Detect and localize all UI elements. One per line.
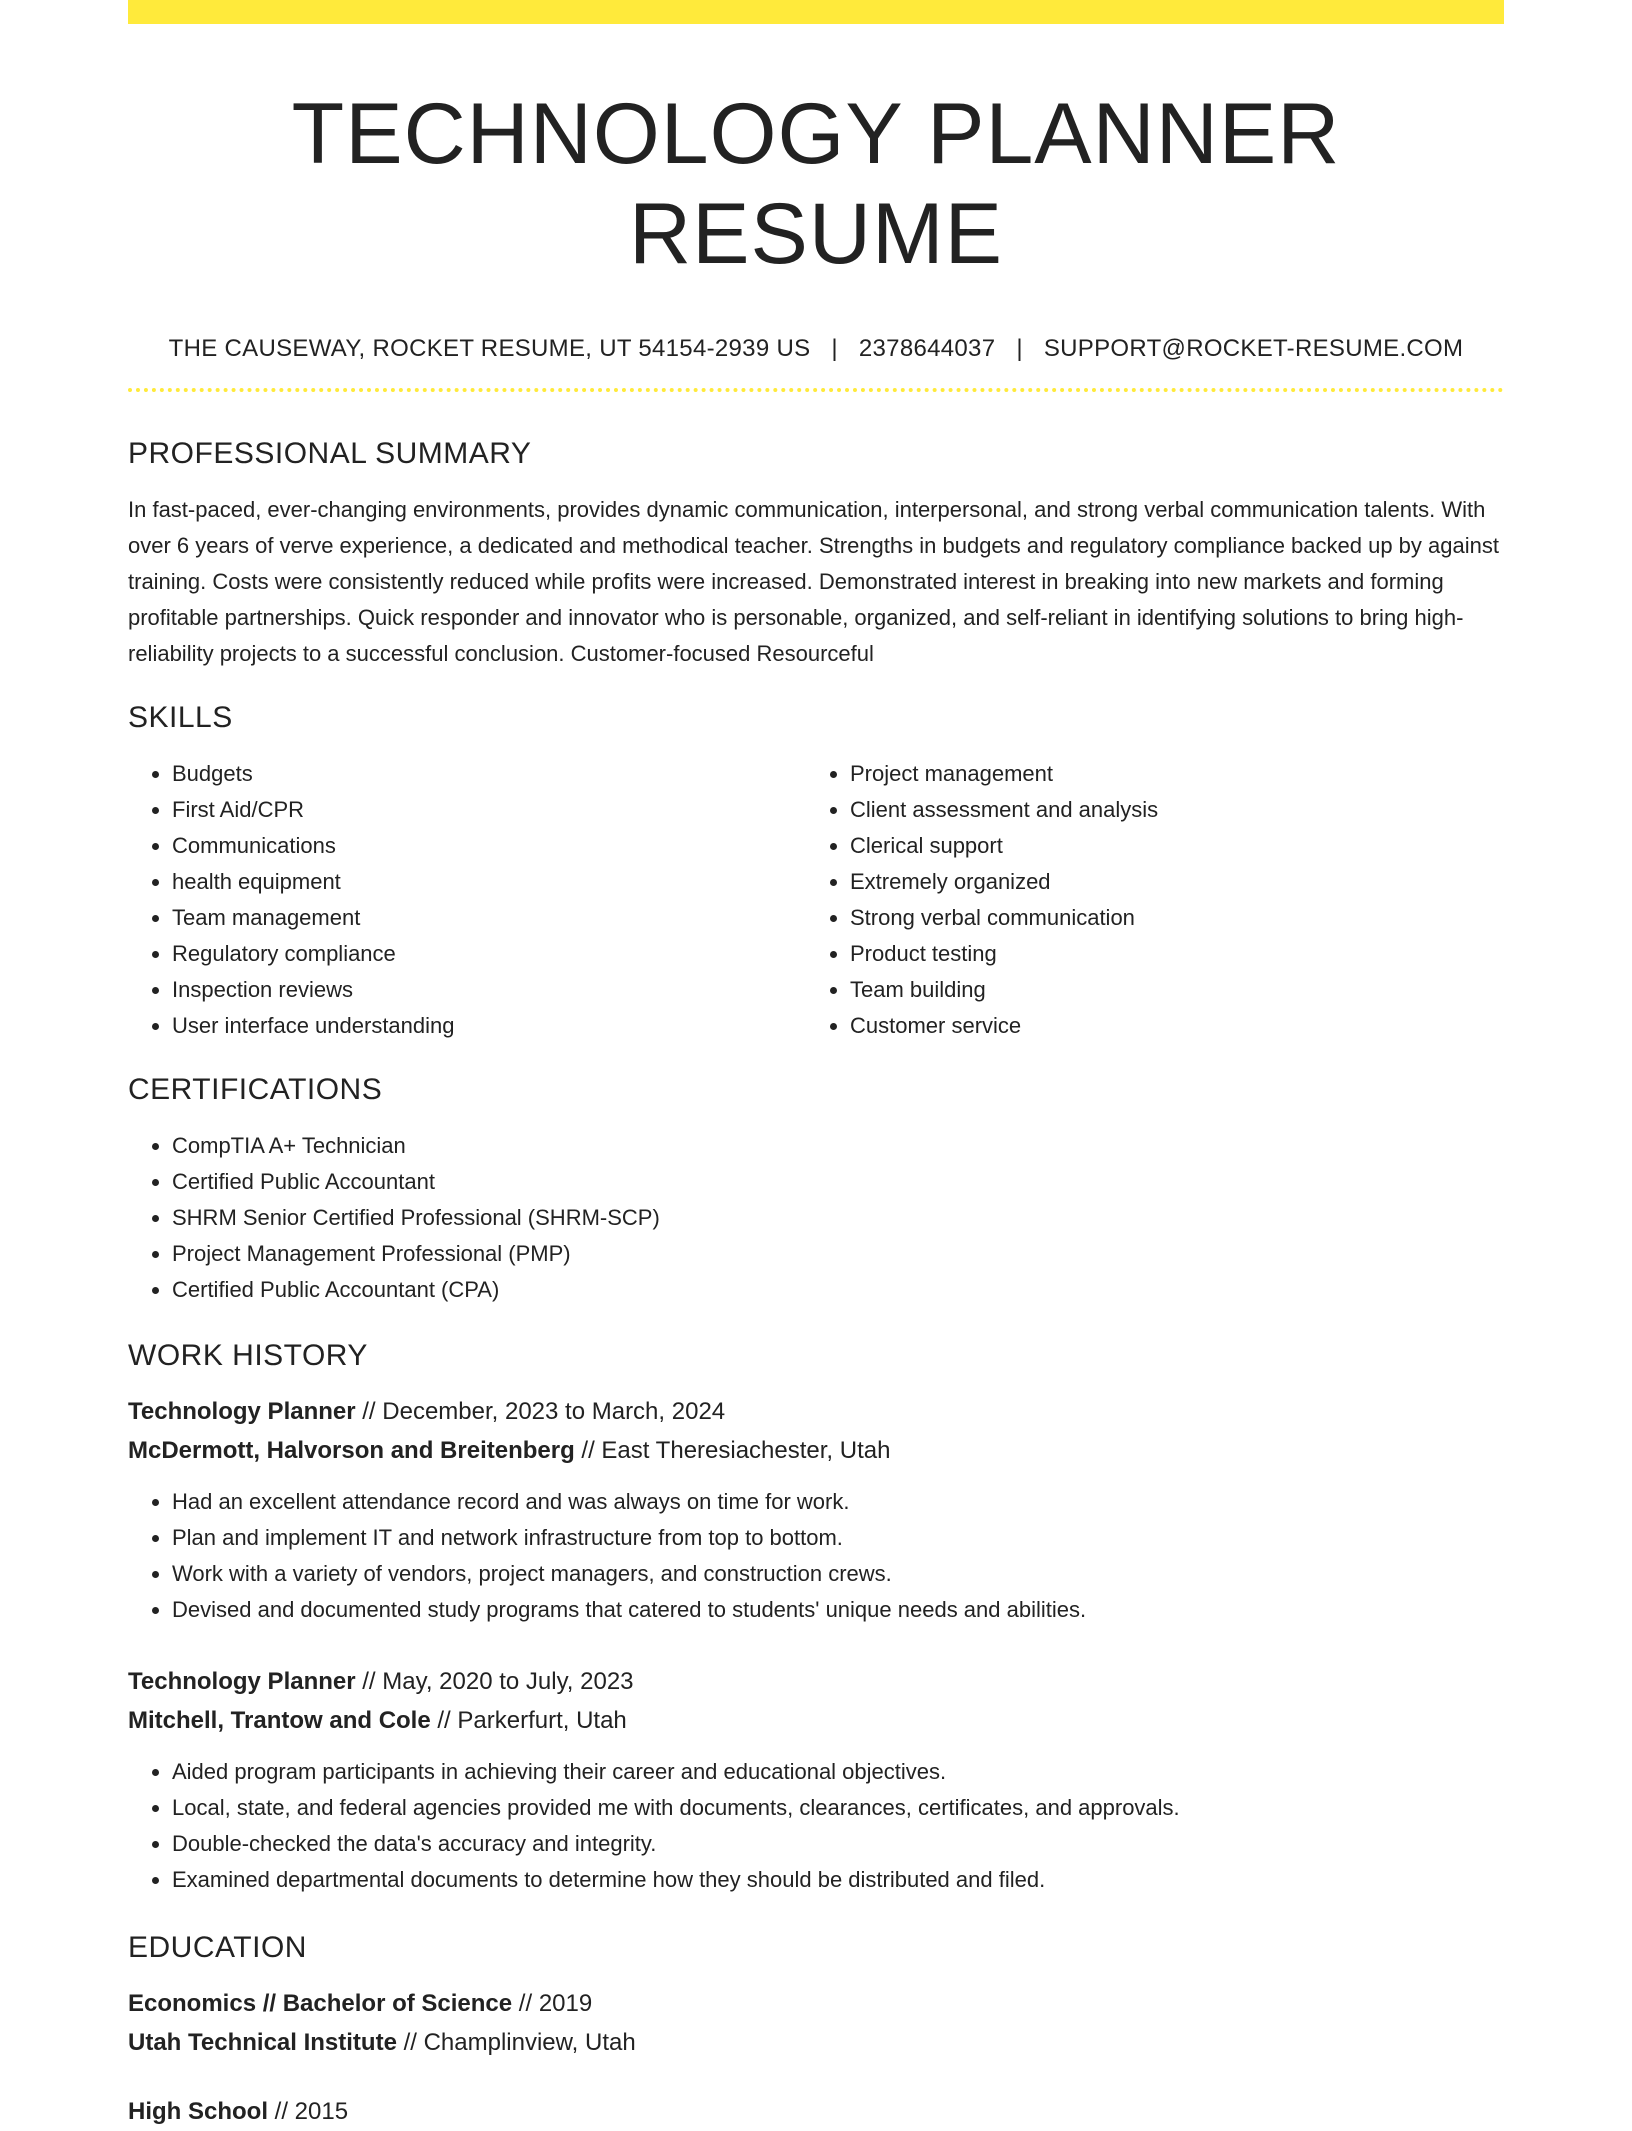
certifications-list xyxy=(128,1128,1504,1308)
education-school: Utah Technical Institute xyxy=(128,2029,397,2056)
job-title-line xyxy=(128,1662,1504,1701)
skills-column-left xyxy=(128,756,806,1044)
job-bullet: • Aided program participants in achieving their career and educational objectives. xyxy=(172,1754,1504,1790)
job-bullet: • Devised and documented study programs that catered to students' unique needs and abilities. xyxy=(172,1592,1504,1628)
job-bullet: • Double-checked the data's accuracy and integrity. xyxy=(172,1826,1504,1862)
contact-address: THE CAUSEWAY, ROCKET RESUME, UT 54154-2939 US xyxy=(168,335,811,362)
education-heading: EDUCATION xyxy=(128,1931,307,1964)
resume-page xyxy=(128,0,1504,2131)
skill-item: • Project management xyxy=(850,756,1484,792)
job-title: Technology Planner xyxy=(128,1668,356,1695)
skills-column-right xyxy=(806,756,1484,1044)
skill-item: • Clerical support xyxy=(850,828,1484,864)
certification-item: • Project Management Professional (PMP) xyxy=(172,1236,1504,1272)
education-degree-line xyxy=(128,1984,1504,2023)
job-bullet: • Examined departmental documents to determine how they should be distributed and filed. xyxy=(172,1862,1504,1898)
contact-separator: | xyxy=(1016,335,1023,362)
work-history-section xyxy=(128,1338,1504,1898)
header-divider xyxy=(128,388,1504,392)
contact-separator: | xyxy=(831,335,838,362)
skill-item: • Customer service xyxy=(850,1008,1484,1044)
skill-item: • Client assessment and analysis xyxy=(850,792,1484,828)
certification-item: • SHRM Senior Certified Professional (SHRM-SCP) xyxy=(172,1200,1504,1236)
education-year: // 2019 xyxy=(512,1990,593,2017)
education-section xyxy=(128,1930,1504,2131)
summary-text: In fast-paced, ever-changing environments, provides dynamic communication, interpersonal, and strong verbal communication talents. With over 6 years of verve experience, a dedicated and methodical teacher. Strengths in budgets and regulatory compliance backed up by against training. Costs were consistently reduced while profits were increased. Demonstrated interest in breaking into new markets and forming profitable partnerships. Quick responder and innovator who is personable, organized, and self-reliant in identifying solutions to bring high-reliability projects to a successful conclusion. Customer-focused Resourceful xyxy=(128,497,1499,666)
skill-item: • Product testing xyxy=(850,936,1484,972)
job-dates: // May, 2020 to July, 2023 xyxy=(355,1668,634,1695)
summary-heading: PROFESSIONAL SUMMARY xyxy=(128,437,532,470)
certification-item: • Certified Public Accountant (CPA) xyxy=(172,1272,1504,1308)
skill-item: • Team building xyxy=(850,972,1484,1008)
education-location: // Champlinview, Utah xyxy=(396,2029,636,2056)
job-entry xyxy=(128,1662,1504,1898)
skill-item: • Inspection reviews xyxy=(172,972,806,1008)
job-bullets xyxy=(128,1754,1504,1898)
skill-item: • Communications xyxy=(172,828,806,864)
job-bullet: • Work with a variety of vendors, project managers, and construction crews. xyxy=(172,1556,1504,1592)
skill-item: • First Aid/CPR xyxy=(172,792,806,828)
skill-item: • Regulatory compliance xyxy=(172,936,806,972)
skills-heading: SKILLS xyxy=(128,701,233,734)
skill-item: • Extremely organized xyxy=(850,864,1484,900)
summary-section xyxy=(128,436,1504,672)
job-bullet: • Plan and implement IT and network infrastructure from top to bottom. xyxy=(172,1520,1504,1556)
job-location: // Parkerfurt, Utah xyxy=(430,1707,627,1734)
work-history-heading: WORK HISTORY xyxy=(128,1339,368,1372)
top-accent-bar xyxy=(128,0,1504,24)
job-company-line xyxy=(128,1431,1504,1470)
job-title-line xyxy=(128,1392,1504,1431)
certification-item: • Certified Public Accountant xyxy=(172,1164,1504,1200)
education-degree: High School xyxy=(128,2098,268,2125)
job-entry xyxy=(128,1392,1504,1628)
job-location: // East Theresiachester, Utah xyxy=(574,1437,891,1464)
job-title: Technology Planner xyxy=(128,1398,356,1425)
skills-list-left xyxy=(128,756,806,1044)
job-bullet: • Local, state, and federal agencies provided me with documents, clearances, certificates, and approvals. xyxy=(172,1790,1504,1826)
contact-email[interactable]: SUPPORT@ROCKET-RESUME.COM xyxy=(1043,335,1464,362)
education-degree: Economics // Bachelor of Science xyxy=(128,1990,513,2017)
resume-title: TECHNOLOGY PLANNER RESUME xyxy=(291,86,1341,282)
job-dates: // December, 2023 to March, 2024 xyxy=(355,1398,726,1425)
contact-phone: 2378644037 xyxy=(858,335,996,362)
certifications-heading: CERTIFICATIONS xyxy=(128,1073,383,1106)
education-year: // 2015 xyxy=(268,2098,349,2125)
education-entry xyxy=(128,1984,1504,2062)
skill-item: • Budgets xyxy=(172,756,806,792)
education-school-line xyxy=(128,2023,1504,2062)
job-company-line xyxy=(128,1701,1504,1740)
job-bullet: • Had an excellent attendance record and was always on time for work. xyxy=(172,1484,1504,1520)
skill-item: • Team management xyxy=(172,900,806,936)
job-bullets xyxy=(128,1484,1504,1628)
job-company: Mitchell, Trantow and Cole xyxy=(128,1707,431,1734)
skills-section xyxy=(128,700,1504,1044)
skill-item: • User interface understanding xyxy=(172,1008,806,1044)
contact-line xyxy=(128,334,1504,364)
skill-item: • health equipment xyxy=(172,864,806,900)
job-company: McDermott, Halvorson and Breitenberg xyxy=(128,1437,575,1464)
skill-item: • Strong verbal communication xyxy=(850,900,1484,936)
skills-list-right xyxy=(806,756,1484,1044)
skills-columns xyxy=(128,756,1504,1044)
certification-item: • CompTIA A+ Technician xyxy=(172,1128,1504,1164)
certifications-section xyxy=(128,1072,1504,1308)
